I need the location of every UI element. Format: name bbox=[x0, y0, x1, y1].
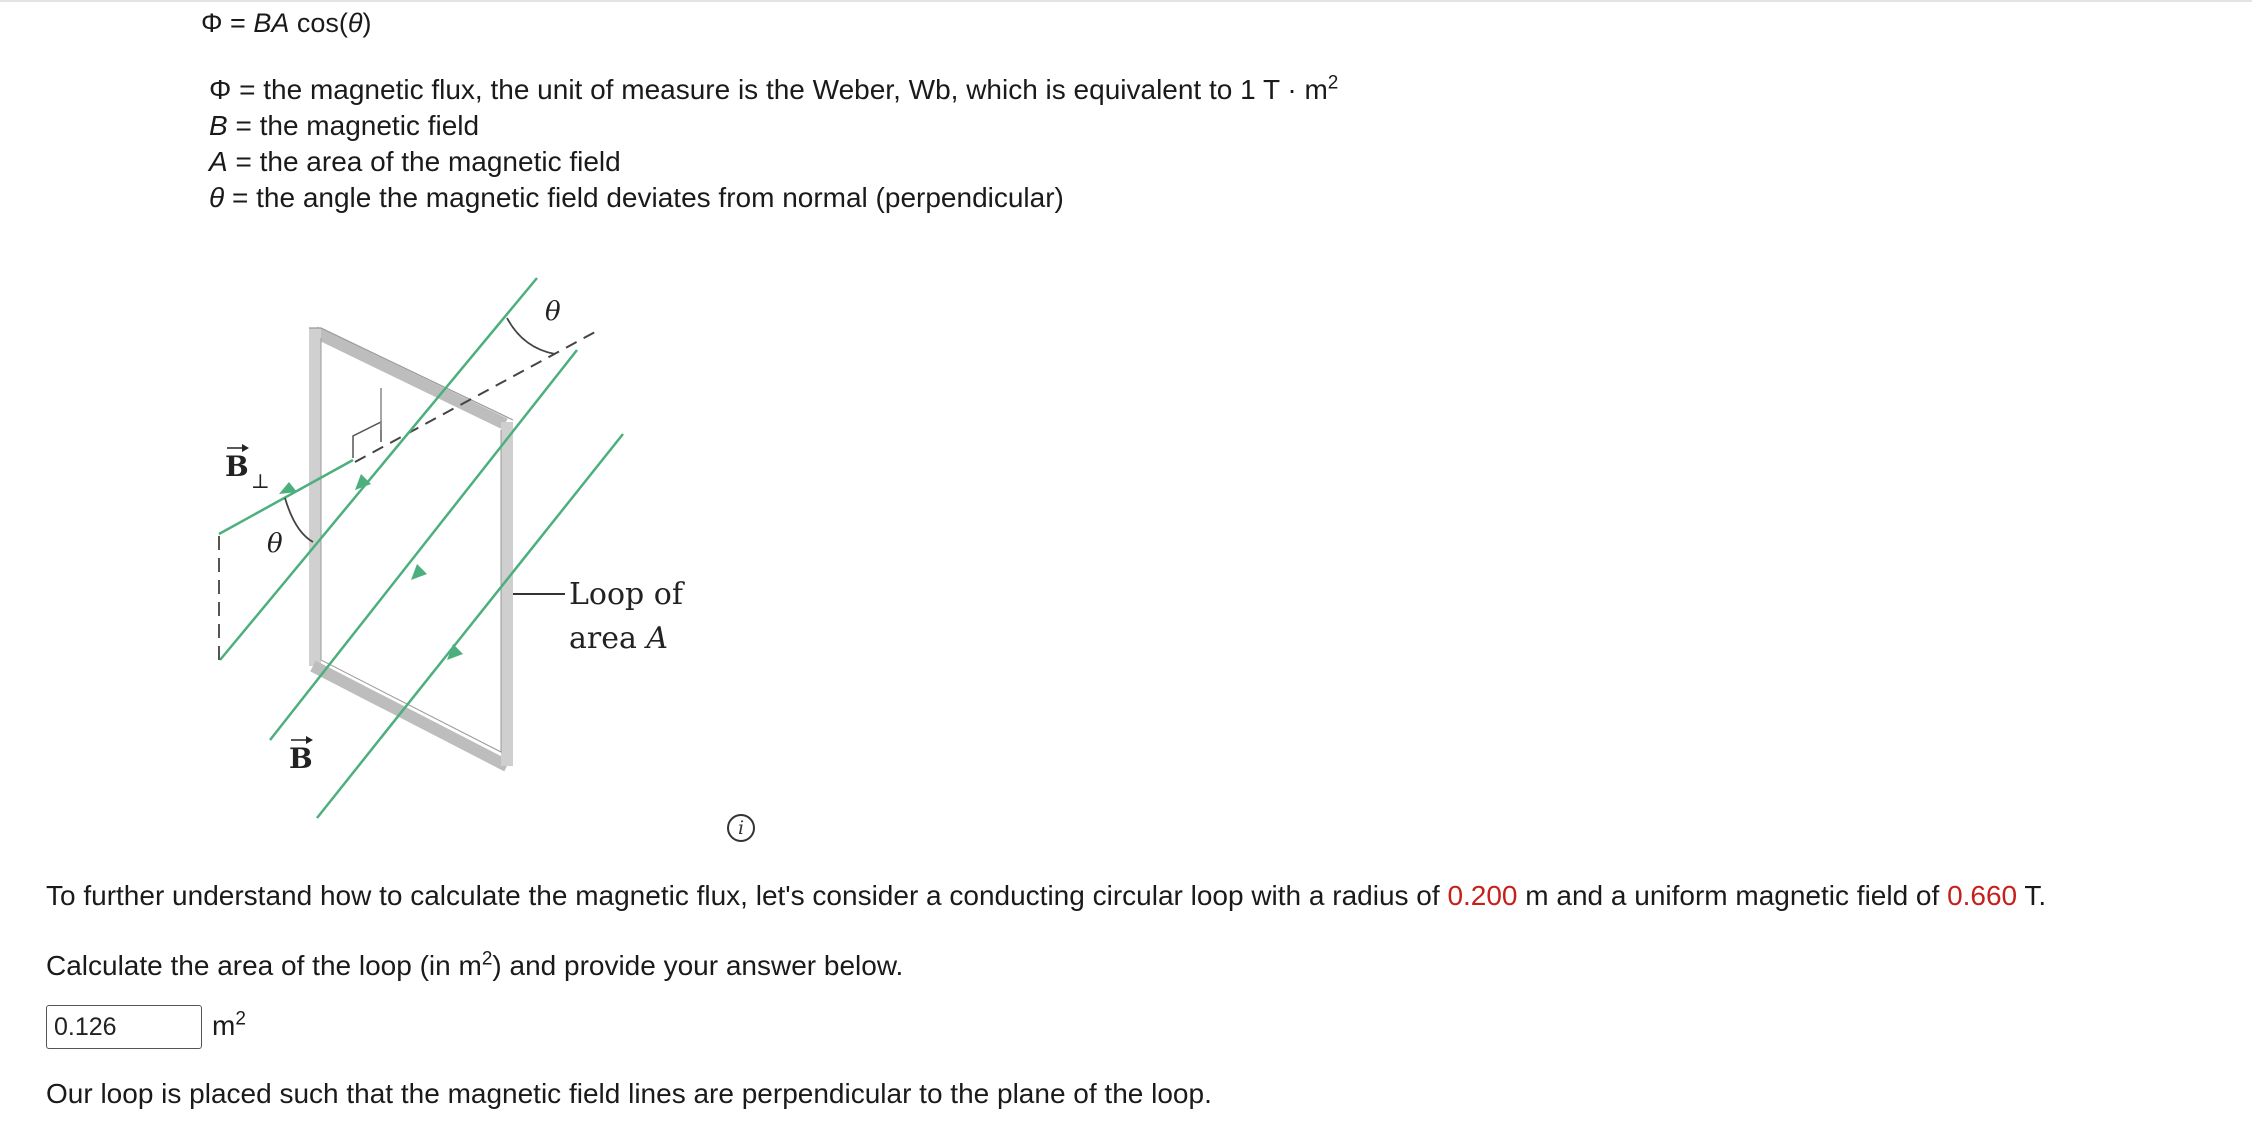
field-value: 0.660 bbox=[1947, 880, 2018, 911]
top-divider bbox=[0, 0, 2252, 2]
definition-symbol: A bbox=[209, 146, 228, 177]
theta-arc-lower bbox=[285, 498, 313, 542]
info-icon[interactable]: i bbox=[727, 814, 755, 842]
theta-label-upper: θ bbox=[545, 297, 561, 327]
area-answer-input[interactable] bbox=[46, 1005, 202, 1049]
unit-text: m bbox=[212, 1010, 236, 1041]
definition-symbol: θ bbox=[209, 182, 225, 213]
formula-ba: BA bbox=[253, 8, 290, 38]
loop-label-line1: Loop of bbox=[569, 577, 683, 612]
loop-label-area: area bbox=[569, 621, 647, 656]
definition-symbol: Φ bbox=[209, 74, 232, 105]
formula-cos: cos( bbox=[289, 8, 348, 38]
problem-text: To further understand how to calculate the magnetic flux, let's consider a conducting circular loop with a radius of bbox=[46, 880, 1448, 911]
b-letter: B bbox=[289, 742, 313, 775]
b-perp-letter: B bbox=[225, 450, 249, 483]
problem-superscript: 2 bbox=[481, 948, 493, 970]
loop-label-line2 bbox=[569, 621, 668, 656]
problem-paragraph-1 bbox=[46, 880, 2046, 912]
definition-symbol: B bbox=[209, 110, 228, 141]
right-angle-marker bbox=[353, 422, 381, 458]
formula-equals: = bbox=[222, 8, 254, 38]
loop-label-var: A bbox=[646, 621, 669, 656]
magnetic-flux-figure bbox=[205, 270, 725, 830]
problem-text: ) and provide your answer below. bbox=[492, 950, 904, 981]
problem-text: m and a uniform magnetic field of bbox=[1517, 880, 1948, 911]
loop-frame-bottom bbox=[313, 666, 507, 766]
formula-close: ) bbox=[362, 8, 372, 38]
radius-value: 0.200 bbox=[1447, 880, 1518, 911]
definitions-list bbox=[209, 72, 1338, 216]
b-perp-subscript: ⊥ bbox=[251, 469, 270, 493]
flux-formula bbox=[201, 8, 372, 39]
definition-theta bbox=[209, 180, 1338, 216]
definition-b bbox=[209, 108, 1338, 144]
unit-superscript: 2 bbox=[235, 1008, 246, 1030]
definition-superscript: 2 bbox=[1327, 72, 1339, 94]
loop-frame-outer bbox=[313, 330, 511, 768]
b-perp-label bbox=[225, 444, 270, 493]
arrowhead-perp bbox=[279, 482, 297, 494]
b-label bbox=[289, 736, 313, 775]
phi-symbol: Φ bbox=[201, 8, 223, 38]
theta-label-lower: θ bbox=[267, 529, 283, 559]
definition-text: = the angle the magnetic field deviates from normal (perpendicular) bbox=[224, 182, 1064, 213]
definition-text: = the area of the magnetic field bbox=[227, 146, 621, 177]
problem-paragraph-2 bbox=[46, 950, 903, 982]
field-arrowheads bbox=[279, 474, 463, 660]
problem-text: T. bbox=[2017, 880, 2047, 911]
answer-unit bbox=[212, 1010, 246, 1042]
loop-frame-top bbox=[315, 332, 505, 424]
definition-text: = the magnetic flux, the unit of measure is the Weber, Wb, which is equivalent to 1 T · m bbox=[231, 74, 1328, 105]
definition-a bbox=[209, 144, 1338, 180]
problem-paragraph-3: Our loop is placed such that the magnetic field lines are perpendicular to the plane of the loop. bbox=[46, 1078, 1212, 1109]
problem-text: Calculate the area of the loop (in m bbox=[46, 950, 482, 981]
definition-phi bbox=[209, 72, 1338, 108]
definition-text: = the magnetic field bbox=[227, 110, 480, 141]
arrowhead-2 bbox=[411, 564, 427, 580]
formula-theta: θ bbox=[347, 8, 363, 38]
